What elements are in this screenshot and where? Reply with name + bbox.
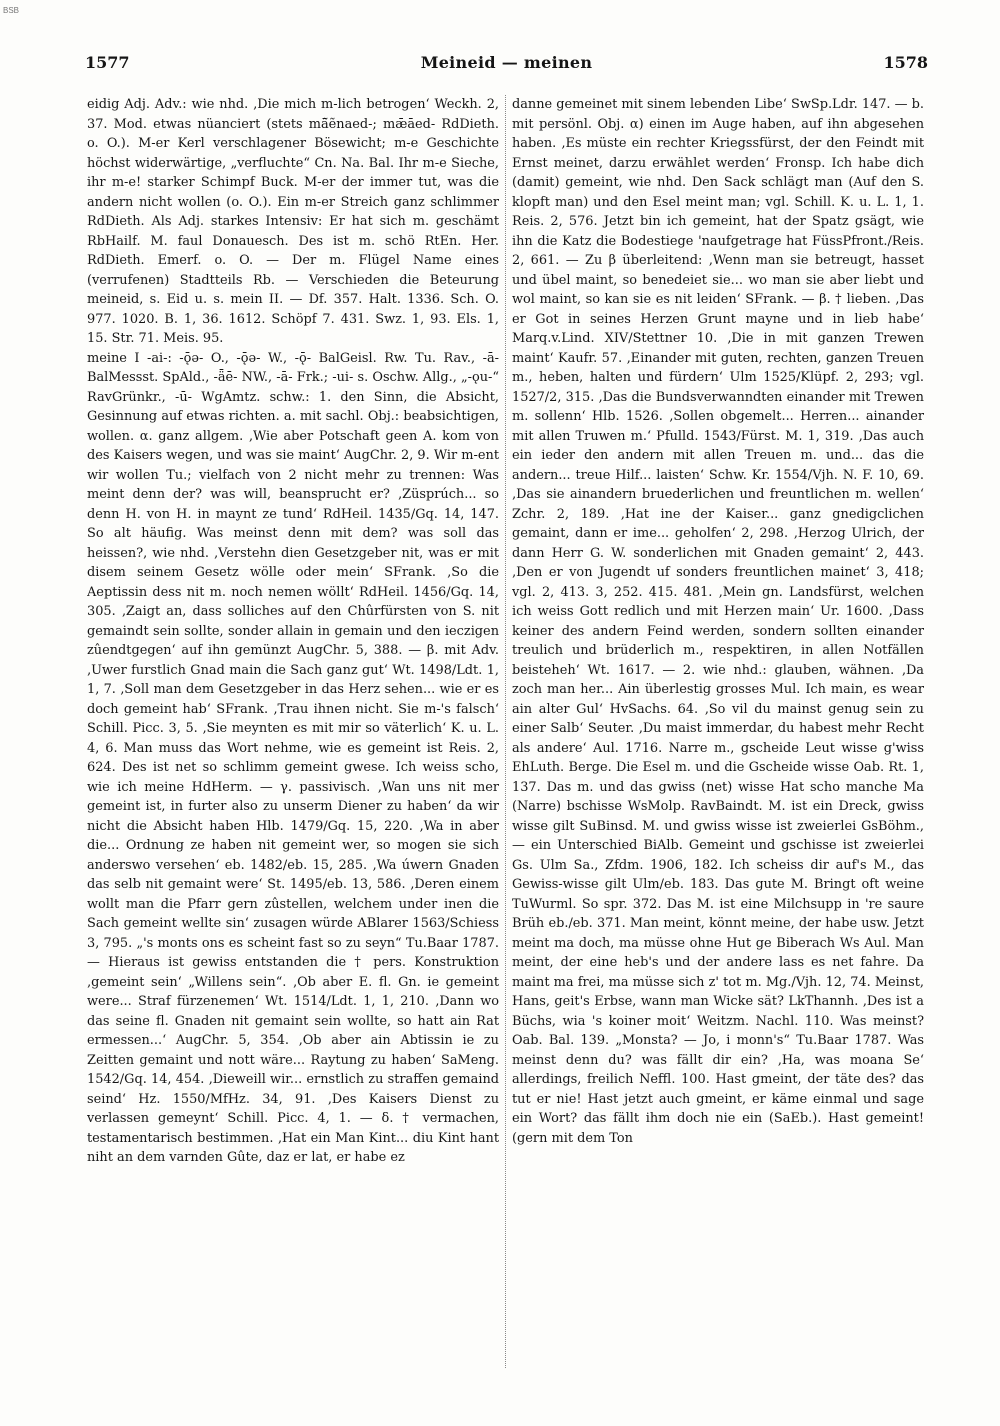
right-column-text-1: danne gemeinet mit sinem lebenden Libe‘ SwSp.Ldr. 147. — b. mit persönl. Obj. α) einen im Auge haben, auf ihn abgesehen haben. ‚Es müste ein rechter Kriegssfürst, der den Feindt mit Ernst meinet, darzu erwählet werden‘ Fronsp. Ich habe dich (damit) gemeint, wie nhd. Den Sack schlägt man (Auf den S. klopft man) und den Esel meint man; vgl. Schill. K. u. L. 1, 1. Reis. 2, 576. Jetzt bin ich gemeint, hat der Spatz gsägt, wie ihn die Katz die Bodestiege 'naufgetrage hat FüssPfront./Reis. 2, 661. — Zu β überleitend: ‚Wenn man sie betreugt, hasset und übel maint, so benedeiet sie... wo man sie aber liebt und wol maint, so kan sie es nit leiden‘ SFrank. — β. † lieben. ‚Das er Got in seines Herzen Grunt mayne und in lieb habe‘ Marq.v.Lind. XIV/Stettner 10. ‚Die in mit ganzen Trewen maint‘ Kaufr. 57. ‚Einander mit guten, rechten, ganzen Treuen m., heben, halten und fürdern‘ Ulm 1525/Klüpf. 2, 293; vgl. 1527/2, 315. ‚Das die Bundsverwanndten einander mit Trewen m. sollenn‘ Hlb. 1526. ‚Sollen obgemelt... Herren... ainander mit allen Truwen m.‘ Pfulld. 1543/Fürst. M. 1, 319. ‚Das auch ein ieder den andern mit allen Treuen m. und... das die andern... treue Hilf... laisten‘ Schw. Kr. 1554/Vjh. N. F. 10, 69. ‚Das sie ainandern bruederlichen und freuntlichen m. wellen‘ Zchr. 2, 189. ‚Hat ine der Kaiser... ganz gnedigclichen gemaint, dann er ime... geholfen‘ 2, 298. ‚Herzog Ulrich, der dann Herr G. W. sonderlichen mit Gnaden gemaint‘ 2, 443. ‚Den er von Jugendt uf sonders freuntlichen mainet‘ 3, 418; vgl. 2, 413. 3, 252. 415. 481. ‚Mein gn. Landsfürst, welchen ich weiss Gott redlich und mit Herzen main‘ Ur. 1600. ‚Dass keiner des andern Feind werden, sondern sollten einander treulich und brüderlich m., respektiren, in allen Notfällen beisteheh‘ Wt. 1617. — 2. wie nhd.: glauben, wähnen. ‚Da zoch man her... Ain überlestig grosses Mul. Ich main, es wear ain alter Gul‘ HvSachs. 64. ‚So vil du mainst genug sein zu einer Salb‘ Seuter. ‚Du maist immerdar, du habest mehr Recht als andere‘ Aul. 1716. Narre m., gscheide Leut wisse g'wiss EhLuth. Berge. Die Esel m. und die Gscheide wisse Oab. Rt. 1, 137. Das m. und das gwiss (net) wisse Hat scho manche Ma (Narre) bschisse WsMolp. RavBaindt. M. ist ein Dreck, gwiss wisse gilt SuBinsd. M. und gwiss wisse ist zweierlei GsBöhm., — ein Unterschied BiAlb. Gemeint und gschisse ist zweierlei Gs. Ulm Sa., Zfdm. 1906, 182. Ich scheiss dir auf's M., das Gewiss-wisse gilt Ulm/eb. 183. Das gute M. Bringt oft weine TuWurml. So spr. 372. Das M. ist eine Milchsupp in 're saure Brüh eb./eb. 371. Man meint, könnt meine, der habe usw. Jetzt meint ma doch, ma müsse ohne Hut ge Biberach Ws Aul. Man meint, der eine heb's und der andere lass es net fahre. Da maint ma frei, ma müsse sich z' tot m. Mg./Vjh. 12, 74. Meinst, Hans, geit's Erbse, wann man Wicke sät? LkThannh. ‚Des ist a Büchs, wia 's koiner moit‘ Weitzm. Nachl. 110. Was meinst? Oab. Bal. 139. „Monsta? — Jo, i monn's“ Tu.Baar 1787. Was meinst denn du? was fällt dir ein? ‚Ha, was moana Se‘ allerdings, freilich Neffl. 100. Hast gmeint, der täte des? das tut er nie! Hast jetzt auch gmeint, er käme einmal und sage ein Wort? das fällt ihm doch nie ein (SaEb.). Hast gemeint! (gern mit dem Ton bbox=[512, 97, 924, 1146]
entry-meine: meine I -ai-: -ǭə- O., -ǭə- W., -ǭ- BalGeisl. Rw. Tu. Rav., -ā- BalMessst. SpAld., -ǟē- NW., -ā- Frk.; -ui- s. Oschw. Allg., „-ǫu-“ RavGrünkr., -ū- WgAmtz. schw.: 1. den Sinn, die Absicht, Gesinnung auf etwas richten. a. mit sachl. Obj.: beabsichtigen, wollen. α. ganz allgem. ‚Wie aber Potschaft geen A. kom von des Kaisers wegen, und was sie maint‘ AugChr. 2, 9. Wir m-ent wir wollen Tu.; vielfach von 2 nicht mehr zu trennen: Was meint denn der? was will, beansprucht er? ‚Züsprúch... so denn H. von H. in maynt ze tund‘ RdHeil. 1435/Gq. 14, 147. So alt häufig. Was meinst denn mit dem? was soll das heissen?, wie nhd. ‚Verstehn dien Gesetzgeber nit, was er mit disem seinem Gesetz wölle oder mein‘ SFrank. ‚So die Aeptissin dess nit m. noch nemen wöllt‘ RdHeil. 1456/Gq. 14, 305. ‚Zaigt an, dass solliches auf den Chûrfürsten von S. nit gemaindt sein sollte, sonder allain in gemain und den ieczigen zûendtgegen‘ auf ihn gemünzt AugChr. 5, 388. — β. mit Adv. ‚Uwer furstlich Gnad main die Sach ganz gut‘ Wt. 1498/Ldt. 1, 1, 7. ‚Soll man dem Gesetzgeber in das Herz sehen... wie er es doch gemeint hab‘ SFrank. ‚Trau ihnen nicht. Sie m-'s falsch‘ Schill. Picc. 3, 5. ‚Sie meynten es mit mir so väterlich‘ K. u. L. 4, 6. Man muss das Wort nehme, wie es gemeint ist Reis. 2, 624. Des ist net so schlimm gemeint gwese. Ich weiss scho, wie ich meine HdHerm. — γ. passivisch. ‚Wan uns nit mer gemeint ist, in furter also zu unserm Diener zu haben‘ da wir nicht die Absicht haben Hlb. 1479/Gq. 15, 220. ‚Wa in aber die... Ordnung ze haben nit gemeint wer, so mogen sie sich anderswo versehen‘ eb. 1482/eb. 15, 285. ‚Wa úwern Gnaden das selb nit gemaint were‘ St. 1495/eb. 13, 586. ‚Deren einem wollt man die Pfarr gern zûstellen, welchem under inen die Sach gemeint wellte sin‘ zusagen würde ABlarer 1563/Schiess 3, 795. „'s monts ons es scheint fast so zu seyn“ Tu.Baar 1787. — Hieraus ist gewiss entstanden die † pers. Konstruktion ‚gemeint sein‘ „Willens sein“. ‚Ob aber E. fl. Gn. ie gemeint were... Straf fürzenemen‘ Wt. 1514/Ldt. 1, 1, 210. ‚Dann wo das seine fl. Gnaden nit gemaint sein wollte, so hatt ain Rat ermessen...‘ AugChr. 5, 354. ‚Ob aber ain Abtissin ie zu Zeitten gemaint und nott wäre... Raytung zu haben‘ SaMeng. 1542/Gq. 14, 454. ‚Dieweill wir... ernstlich zu straffen gemaind seind‘ Hz. 1550/MfHz. 34, 91. ‚Des Kaisers Dienst zu verlassen gemeynt‘ Schill. Picc. 4, 1. — δ. † vermachen, testamentarisch bestimmen. ‚Hat ein Man Kint... diu Kint hant niht an dem varnden Gûte, daz er lat, er habe ez bbox=[87, 350, 499, 1165]
column-divider bbox=[505, 95, 506, 1368]
page-header bbox=[85, 53, 928, 77]
library-stamp: BSB bbox=[3, 6, 20, 15]
right-column bbox=[512, 95, 924, 1368]
left-column bbox=[87, 95, 499, 1368]
running-title: Meineid — meinen bbox=[420, 53, 593, 72]
left-column-text-1: eidig Adj. Adv.: wie nhd. ‚Die mich m-lich betrogen‘ Weckh. 2, 37. Mod. etwas nüanciert (stets mā̃ẽnaed-; mǣāed- RdDieth. o. O.). M-er Kerl verschlagener Bösewicht; m-e Geschichte höchst widerwärtige, „verfluchte“ Cn. Na. Bal. Ihr m-e Sieche, ihr m-e! starker Schimpf Buck. M-er der immer tut, was die andern nicht wollen (o. O.). Ein m-er Streich ganz schlimmer RdDieth. Als Adj. starkes Intensiv: Er hat sich m. geschämt RbHailf. M. faul Donauesch. Des ist m. schö RtEn. Her. RdDieth. Emerf. o. O. — Der m. Flügel Name eines (verrufenen) Stadtteils Rb. — Verschieden die Beteurung meineid, s. Eid u. s. mein II. — Df. 357. Halt. 1336. Sch. O. 977. 1020. B. 1, 36. 1612. Schöpf 7. 431. Swz. 1, 93. Els. 1, 15. Str. 71. Meis. 95. bbox=[87, 97, 499, 346]
page-number-right: 1578 bbox=[883, 53, 928, 72]
page-number-left: 1577 bbox=[85, 53, 130, 72]
